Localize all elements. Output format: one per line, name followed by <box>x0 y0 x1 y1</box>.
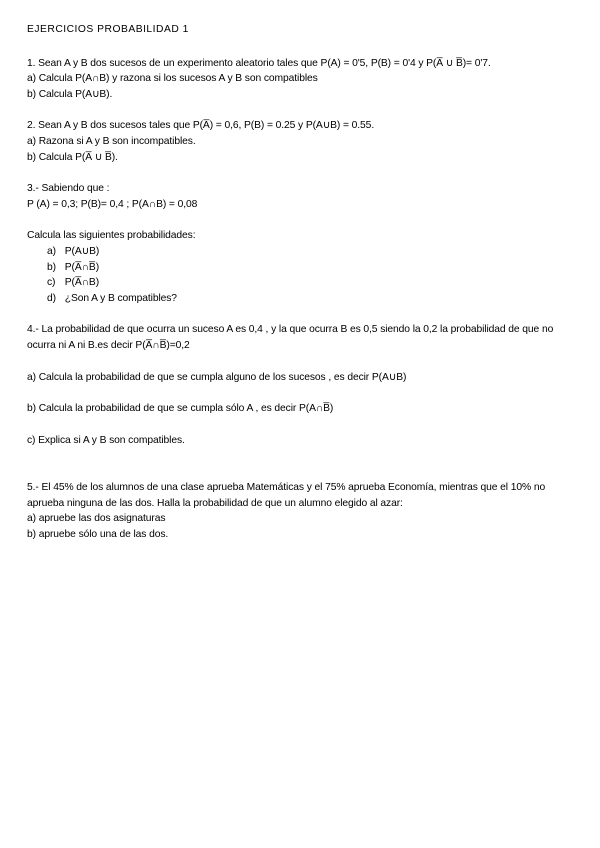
exercise-5 <box>27 480 575 542</box>
item-label: c) <box>47 277 56 289</box>
item-text: ¿Son A y B compatibles? <box>64 292 177 304</box>
exercise-5-statement: 5.- El 45% de los alumnos de una clase aprueba Matemáticas y el 75% aprueba Economía, mientras que el 10% no aprueba ninguna de las dos. Halla la probabilidad de que un alumno elegido al azar: <box>27 482 546 509</box>
exercise-3-item <box>27 260 575 276</box>
exercise-3-intro: 3.- Sabiendo que : <box>27 183 110 195</box>
item-label: b) <box>47 261 56 273</box>
exercise-1 <box>27 56 575 103</box>
exercise-5-part-b: b) apruebe sólo una de las dos. <box>27 529 169 541</box>
exercise-4-statement: 4.- La probabilidad de que ocurra un suceso A es 0,4 , y la que ocurra B es 0,5 siendo la 0,2 la probabilidad de que no ocurra ni A ni B.es decir P(A̅∩B̅)=0,2 <box>27 324 554 351</box>
exercise-4 <box>27 322 575 448</box>
exercise-1-statement: 1. Sean A y B dos sucesos de un experimento aleatorio tales que P(A) = 0'5, P(B) = 0'4 y P(A̅ ∪ B̅)= 0'7. <box>27 57 491 69</box>
exercise-4-part-b: b) Calcula la probabilidad de que se cumpla sólo A , es decir P(A∩B̅) <box>27 403 334 415</box>
exercise-3-given: P (A) = 0,3; P(B)= 0,4 ; P(A∩B) = 0,08 <box>27 198 198 210</box>
exercise-3-prompt: Calcula las siguientes probabilidades: <box>27 230 196 242</box>
exercise-5-part-a: a) apruebe las dos asignaturas <box>27 513 166 525</box>
item-text: P(A∪B) <box>64 245 100 257</box>
exercise-3-item <box>27 275 575 291</box>
exercise-2 <box>27 118 575 165</box>
item-label: d) <box>47 292 56 304</box>
exercise-3-item <box>27 244 575 260</box>
exercise-4-part-a: a) Calcula la probabilidad de que se cumpla alguno de los sucesos , es decir P(A∪B) <box>27 371 407 383</box>
exercise-3 <box>27 181 575 306</box>
item-text: P(A̅∩B̅) <box>64 261 100 273</box>
exercise-4-part-c: c) Explica si A y B son compatibles. <box>27 434 185 446</box>
exercise-3-item <box>27 291 575 307</box>
exercise-2-statement: 2. Sean A y B dos sucesos tales que P(A̅) = 0,6, P(B) = 0.25 y P(A∪B) = 0.55. <box>27 120 375 132</box>
exercise-2-part-b: b) Calcula P(A̅ ∪ B̅). <box>27 151 118 163</box>
worksheet-page <box>27 22 575 543</box>
exercise-1-part-a: a) Calcula P(A∩B) y razona si los sucesos A y B son compatibles <box>27 73 318 85</box>
exercise-2-part-a: a) Razona si A y B son incompatibles. <box>27 135 196 147</box>
exercise-1-part-b: b) Calcula P(A∪B). <box>27 88 113 100</box>
worksheet-title: EJERCICIOS PROBABILIDAD 1 <box>27 24 189 35</box>
item-label: a) <box>47 245 56 257</box>
item-text: P(A̅∩B) <box>64 277 100 289</box>
